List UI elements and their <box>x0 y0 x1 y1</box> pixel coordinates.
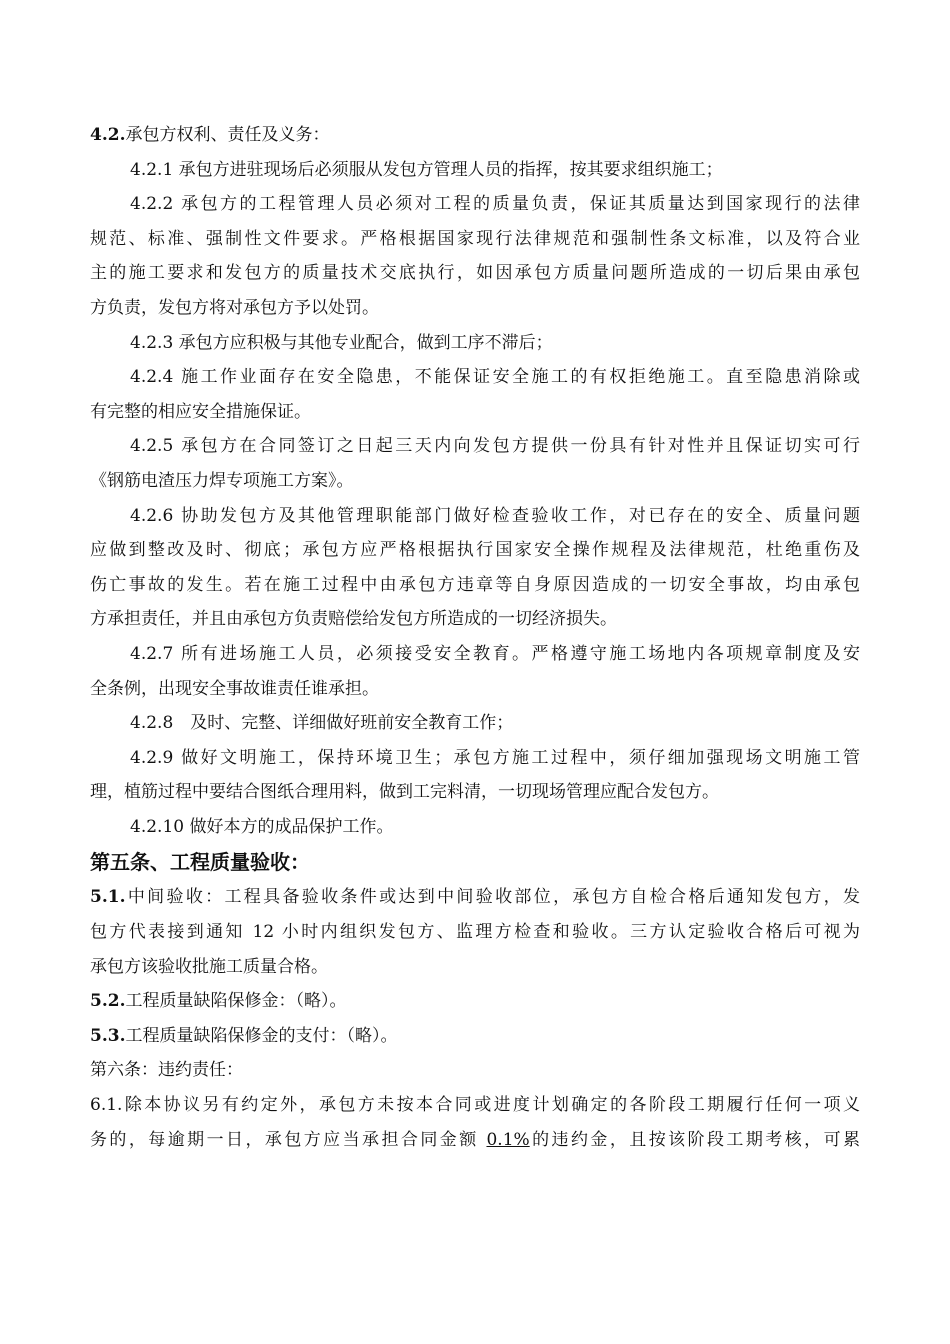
section-text: 工程质量缺陷保修金：（略）。 <box>125 991 347 1012</box>
section-5-2 <box>90 984 860 1019</box>
clause-4-2-5-line: 《钢筋电渣压力焊专项施工方案》。 <box>90 470 354 491</box>
section-title: 承包方权利、责任及义务： <box>125 125 330 145</box>
clause-4-2-7-line: 全条例，出现安全事故谁责任谁承担。 <box>90 678 379 699</box>
clause-4-2-2-line: 主的施工要求和发包方的质量技术交底执行，如因承包方质量问题所造成的一切后果由承包 <box>90 263 860 284</box>
clause-4-2-6-line: 4.2.6 协助发包方及其他管理职能部门做好检查验收工作，对已存在的安全、质量问题 <box>130 505 860 526</box>
clause-4-2-2-line: 规范、标准、强制性文件要求。严格根据国家现行法律规范和强制性条文标准，以及符合业 <box>90 228 860 249</box>
section-number: 5.2. <box>90 991 126 1012</box>
section-number: 5.1. <box>90 887 126 908</box>
clause-4-2-6-line: 伤亡事故的发生。若在施工过程中由承包方违章等自身原因造成的一切安全事故，均由承包 <box>90 574 860 595</box>
clause-4-2-7-line: 4.2.7 所有进场施工人员，必须接受安全教育。严格遵守施工场地内各项规章制度及安 <box>130 643 860 664</box>
section-6-1-line: 6.1.除本协议另有约定外，承包方未按本合同或进度计划确定的各阶段工期履行任何一项义 <box>90 1095 860 1116</box>
section-5-1-line <box>90 880 860 915</box>
article-6-heading: 第六条：违约责任： <box>90 1060 243 1081</box>
clause-4-2-2-line: 方负责，发包方将对承包方予以处罚。 <box>90 297 379 318</box>
penalty-rate: 0.1% <box>486 1129 530 1150</box>
clause-4-2-9-line: 4.2.9 做好文明施工，保持环境卫生；承包方施工过程中，须仔细加强现场文明施工管 <box>130 747 860 768</box>
section-5-1-line: 包方代表接到通知 12 小时内组织发包方、监理方检查和验收。三方认定验收合格后可视为 <box>90 922 860 943</box>
section-6-1-line <box>90 1123 860 1158</box>
clause-4-2-1: 4.2.1 承包方进驻现场后必须服从发包方管理人员的指挥，按其要求组织施工； <box>130 159 723 180</box>
clause-4-2-10: 4.2.10 做好本方的成品保护工作。 <box>130 816 394 837</box>
clause-4-2-4-line: 有完整的相应安全措施保证。 <box>90 401 311 422</box>
section-4-2-heading <box>90 118 860 153</box>
clause-4-2-2-line: 4.2.2 承包方的工程管理人员必须对工程的质量负责，保证其质量达到国家现行的法律 <box>130 194 860 215</box>
section-number: 4.2. <box>90 125 126 145</box>
clause-4-2-8: 4.2.8 及时、完整、详细做好班前安全教育工作； <box>130 713 514 734</box>
section-5-3 <box>90 1019 860 1054</box>
section-text: 中间验收：工程具备验收条件或达到中间验收部位，承包方自检合格后通知发包方，发 <box>125 887 860 908</box>
article-5-heading: 第五条、工程质量验收： <box>90 850 310 875</box>
clause-4-2-6-line: 应做到整改及时、彻底；承包方应严格根据执行国家安全操作规程及法律规范，杜绝重伤及 <box>90 540 860 561</box>
document-page <box>90 118 860 1157</box>
clause-4-2-5-line: 4.2.5 承包方在合同签订之日起三天内向发包方提供一份具有针对性并且保证切实可行 <box>130 436 860 457</box>
section-number: 5.3. <box>90 1025 126 1046</box>
clause-4-2-4-line: 4.2.4 施工作业面存在安全隐患，不能保证安全施工的有权拒绝施工。直至隐患消除或 <box>130 367 860 388</box>
section-5-1-line: 承包方该验收批施工质量合格。 <box>90 956 328 977</box>
section-text: 的违约金，且按该阶段工期考核，可累 <box>529 1129 860 1150</box>
section-text: 务的，每逾期一日，承包方应当承担合同金额 <box>90 1129 487 1150</box>
section-text: 工程质量缺陷保修金的支付：（略）。 <box>125 1025 398 1046</box>
clause-4-2-6-line: 方承担责任，并且由承包方负责赔偿给发包方所造成的一切经济损失。 <box>90 609 617 630</box>
clause-4-2-3: 4.2.3 承包方应积极与其他专业配合，做到工序不滞后； <box>130 332 553 353</box>
clause-4-2-9-line: 理，植筋过程中要结合图纸合理用料，做到工完料清，一切现场管理应配合发包方。 <box>90 782 719 803</box>
